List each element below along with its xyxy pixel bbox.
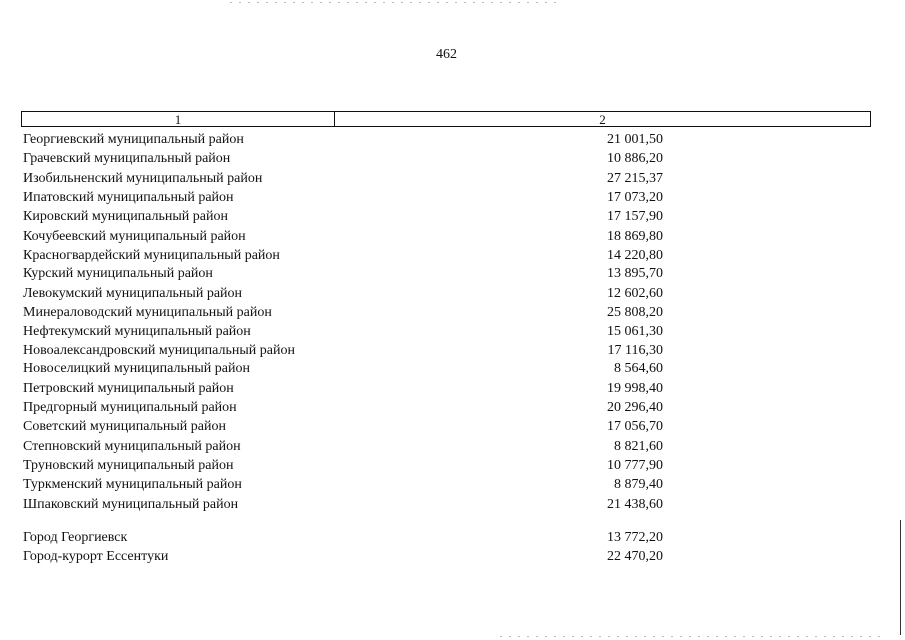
row-name: Курский муниципальный район [23,266,213,281]
scan-edge-line [900,520,901,635]
table-row [23,247,663,265]
table-row [23,304,663,322]
row-value: 17 056,70 [607,419,663,434]
row-name: Грачевский муниципальный район [23,151,231,166]
row-value: 17 157,90 [607,209,663,224]
row-name: Новоалександровский муниципальный район [23,343,295,358]
row-value: 20 296,40 [607,400,663,415]
row-value: 21 001,50 [607,132,663,147]
row-name: Красногвардейский муниципальный район [23,248,280,263]
row-name: Нефтекумский муниципальный район [23,324,251,339]
row-value: 12 602,60 [607,286,663,301]
row-value: 21 438,60 [607,497,663,512]
table-row [23,265,663,283]
row-value: 17 116,30 [607,343,663,358]
table-row [23,285,663,303]
table-row [23,131,663,149]
header-col-1: 1 [22,112,335,126]
row-name: Кочубеевский муниципальный район [23,229,246,244]
scan-artifact-top [230,2,560,3]
table-row [23,476,663,494]
row-name: Кировский муниципальный район [23,209,228,224]
row-name: Изобильненский муниципальный район [23,171,263,186]
table-row [23,380,663,398]
table-row [23,360,663,378]
row-name: Ипатовский муниципальный район [23,190,234,205]
row-name: Георгиевский муниципальный район [23,132,244,147]
table-row [23,170,663,188]
row-name: Шпаковский муниципальный район [23,497,239,512]
row-value: 17 073,20 [607,190,663,205]
table-row [23,399,663,417]
row-value: 8 821,60 [614,439,663,454]
table-row [23,208,663,226]
row-value: 10 777,90 [607,458,663,473]
table-row [23,457,663,475]
table-row [23,438,663,456]
row-name: Степновский муниципальный район [23,439,241,454]
scan-artifact-bottom [500,636,880,637]
row-value: 27 215,37 [607,171,663,186]
page-number: 462 [436,47,457,62]
table-row [23,342,663,360]
table-row [23,496,663,514]
row-name: Труновский муниципальный район [23,458,234,473]
row-name: Город-курорт Ессентуки [23,549,169,564]
row-value: 14 220,80 [607,248,663,263]
row-value: 13 772,20 [607,530,663,545]
header-col-2: 2 [599,111,606,127]
table-row-city [23,548,663,566]
row-value: 18 869,80 [607,229,663,244]
row-value: 8 564,60 [614,361,663,376]
table-row [23,323,663,341]
table-row [23,150,663,168]
row-name: Город Георгиевск [23,530,128,545]
row-name: Советский муниципальный район [23,419,226,434]
row-value: 19 998,40 [607,381,663,396]
row-name: Предгорный муниципальный район [23,400,237,415]
table-row [23,228,663,246]
row-name: Новоселицкий муниципальный район [23,361,250,376]
table-header [21,111,871,127]
row-value: 15 061,30 [607,324,663,339]
row-name: Петровский муниципальный район [23,381,234,396]
table-row [23,418,663,436]
table-row-city [23,529,663,547]
row-value: 8 879,40 [614,477,663,492]
row-value: 13 895,70 [607,266,663,281]
row-value: 10 886,20 [607,151,663,166]
row-value: 25 808,20 [607,305,663,320]
row-name: Туркменский муниципальный район [23,477,242,492]
row-name: Минераловодский муниципальный район [23,305,272,320]
row-value: 22 470,20 [607,549,663,564]
row-name: Левокумский муниципальный район [23,286,243,301]
table-row [23,189,663,207]
